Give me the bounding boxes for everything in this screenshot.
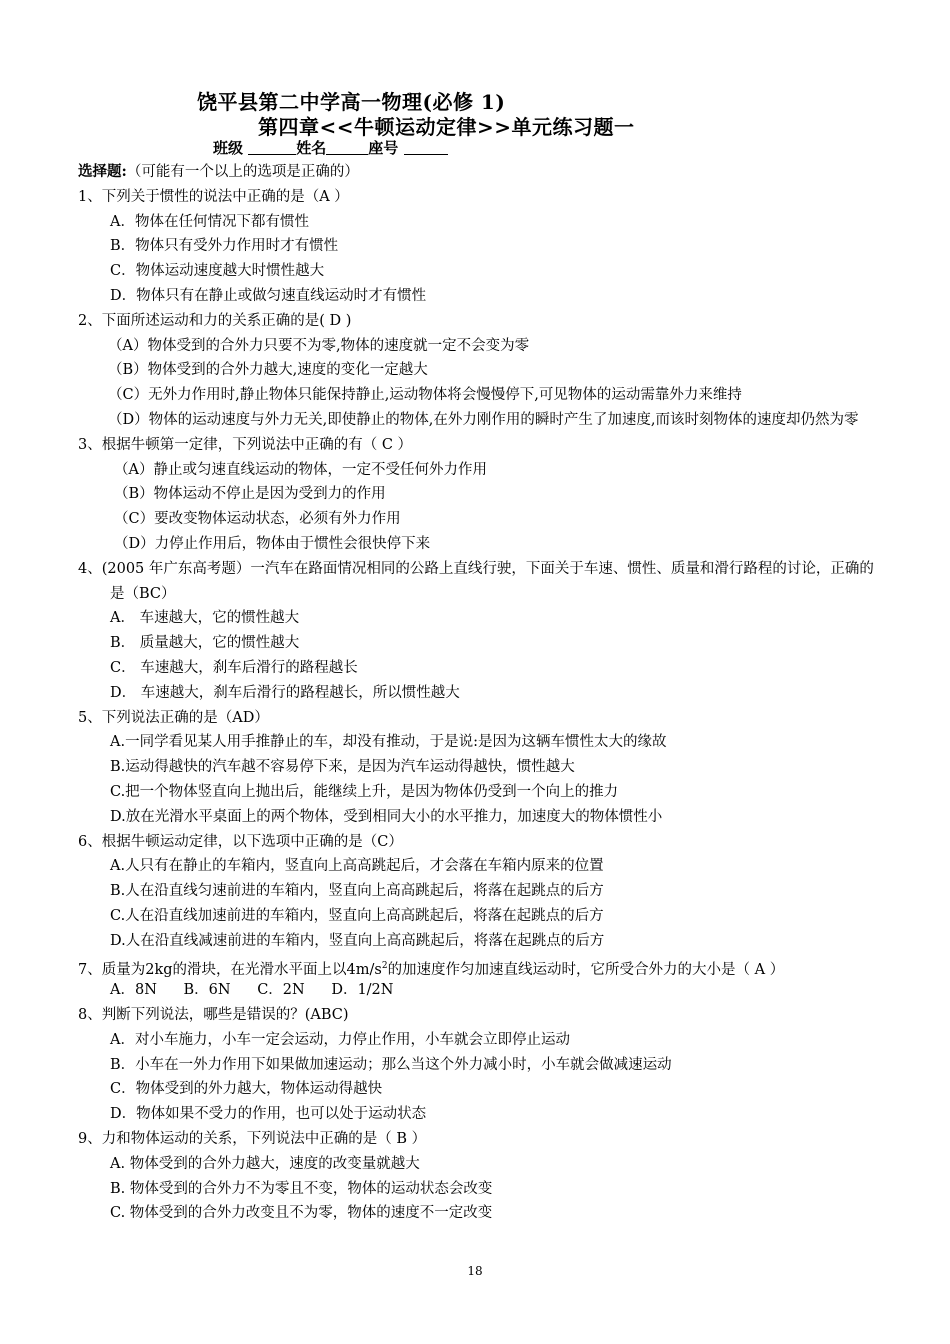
question-option: A．物体在任何情况下都有惯性 xyxy=(110,213,309,230)
question-option: B. 物体受到的合外力不为零且不变，物体的运动状态会改变 xyxy=(110,1180,493,1197)
question-stem: 1、下列关于惯性的说法中正确的是（A ） xyxy=(78,188,349,205)
question-option: （B）物体运动不停止是因为受到力的作用 xyxy=(114,486,386,503)
question-option: C．物体运动速度越大时惯性越大 xyxy=(110,263,325,280)
section-note: （可能有一个以上的选项是正确的） xyxy=(126,164,359,180)
student-info-line xyxy=(213,137,448,158)
question-stem: 5、下列说法正确的是（AD） xyxy=(78,709,269,726)
question-option: B.人在沿直线匀速前进的车箱内，竖直向上高高跳起后，将落在起跳点的后方 xyxy=(110,883,604,900)
question-option: C．物体受到的外力越大，物体运动得越快 xyxy=(110,1081,383,1098)
question-option: （A）物体受到的合外力只要不为零,物体的速度就一定不会变为零 xyxy=(108,337,530,354)
document-title: 饶平县第二中学高一物理(必修 1) xyxy=(197,90,506,114)
question-stem: 3、根据牛顿第一定律，下列说法中正确的有（ C ） xyxy=(78,436,413,453)
question-option: （D）物体的运动速度与外力无关,即使静止的物体,在外力刚作用的瞬时产生了加速度,而该时刻物体的速度却仍然为零 xyxy=(108,411,859,428)
question-option: B．物体只有受外力作用时才有惯性 xyxy=(110,238,339,255)
question-option: A． 车速越大，它的惯性越大 xyxy=(110,610,300,627)
question-option: D.人在沿直线减速前进的车箱内，竖直向上高高跳起后，将落在起跳点的后方 xyxy=(110,932,605,949)
question-option: C． 车速越大，刹车后滑行的路程越长 xyxy=(110,659,358,676)
question-option: C. 物体受到的合外力改变且不为零，物体的速度不一定改变 xyxy=(110,1205,493,1222)
question-option: D．1/2N xyxy=(331,982,394,999)
name-blank xyxy=(326,140,368,155)
question-option: D．物体只有在静止或做匀速直线运动时才有惯性 xyxy=(110,287,427,304)
question-option: （D）力停止作用后，物体由于惯性会很快停下来 xyxy=(114,535,431,552)
question-option: A．8N xyxy=(110,982,157,999)
question-option: D． 车速越大，刹车后滑行的路程越长，所以惯性越大 xyxy=(110,684,460,701)
seat-blank xyxy=(404,140,448,155)
question-option: B．小车在一外力作用下如果做加速运动；那么当这个外力减小时，小车就会做减速运动 xyxy=(110,1056,672,1073)
question-option: A．对小车施力，小车一定会运动，力停止作用，小车就会立即停止运动 xyxy=(110,1031,570,1048)
question-stem: 6、根据牛顿运动定律，以下选项中正确的是（C） xyxy=(78,833,403,850)
question-option: A. 物体受到的合外力越大，速度的改变量就越大 xyxy=(110,1155,420,1172)
question-option: （C）无外力作用时,静止物体只能保持静止,运动物体将会慢慢停下,可见物体的运动需靠外力来维持 xyxy=(108,387,742,404)
question-stem: 9、力和物体运动的关系，下列说法中正确的是（ B ） xyxy=(78,1131,427,1148)
seat-label: 座号 xyxy=(368,139,399,157)
question-stem: 2、下面所述运动和力的关系正确的是( D ) xyxy=(78,312,352,329)
question-option: （C）要改变物体运动状态，必须有外力作用 xyxy=(114,511,401,528)
section-label: 选择题: xyxy=(78,163,127,180)
page-number: 18 xyxy=(467,1264,483,1278)
question-option: （B）物体受到的合外力越大,速度的变化一定越大 xyxy=(108,362,428,379)
section-heading xyxy=(78,160,878,185)
question-option: B.运动得越快的汽车越不容易停下来，是因为汽车运动得越快，惯性越大 xyxy=(110,759,575,776)
question-options-row xyxy=(78,978,878,1003)
document-subtitle: 第四章<<牛顿运动定律>>单元练习题一 xyxy=(258,115,635,139)
question-option: A.一同学看见某人用手推静止的车，却没有推动，于是说:是因为这辆车惯性太大的缘故 xyxy=(110,734,667,751)
question-option: （A）静止或匀速直线运动的物体，一定不受任何外力作用 xyxy=(114,461,487,478)
question-option: C.人在沿直线加速前进的车箱内，竖直向上高高跳起后，将落在起跳点的后方 xyxy=(110,907,604,924)
question-option: D．物体如果不受力的作用，也可以处于运动状态 xyxy=(110,1106,427,1123)
question-option: B． 质量越大，它的惯性越大 xyxy=(110,635,300,652)
question-stem xyxy=(78,954,878,979)
question-option: C.把一个物体竖直向上抛出后，能继续上升，是因为物体仍受到一个向上的推力 xyxy=(110,783,619,800)
superscript-exponent: 2 xyxy=(381,960,388,971)
question-option: A.人只有在静止的车箱内，竖直向上高高跳起后，才会落在车箱内原来的位置 xyxy=(110,858,604,875)
question-option: C．2N xyxy=(257,982,305,999)
class-label: 班级 xyxy=(213,139,244,157)
stem-text-end: 的加速度作匀加速直线运动时，它所受合外力的大小是（ A ） xyxy=(387,961,785,978)
stem-text-start: 7、质量为2kg的滑块，在光滑水平面上以4m/s xyxy=(78,961,382,978)
class-blank xyxy=(248,140,296,155)
question-stem: 8、判断下列说法，哪些是错误的？(ABC) xyxy=(78,1007,349,1024)
name-label: 姓名 xyxy=(296,139,327,157)
question-option: D.放在光滑水平桌面上的两个物体，受到相同大小的水平推力，加速度大的物体惯性小 xyxy=(110,808,663,825)
question-option: B．6N xyxy=(183,982,231,999)
question-stem: 4、(2005 年广东高考题）一汽车在路面情况相同的公路上直线行驶，下面关于车速、惯性、质量和滑行路程的讨论，正确的是（BC） xyxy=(78,560,874,602)
question-list xyxy=(78,160,878,1226)
